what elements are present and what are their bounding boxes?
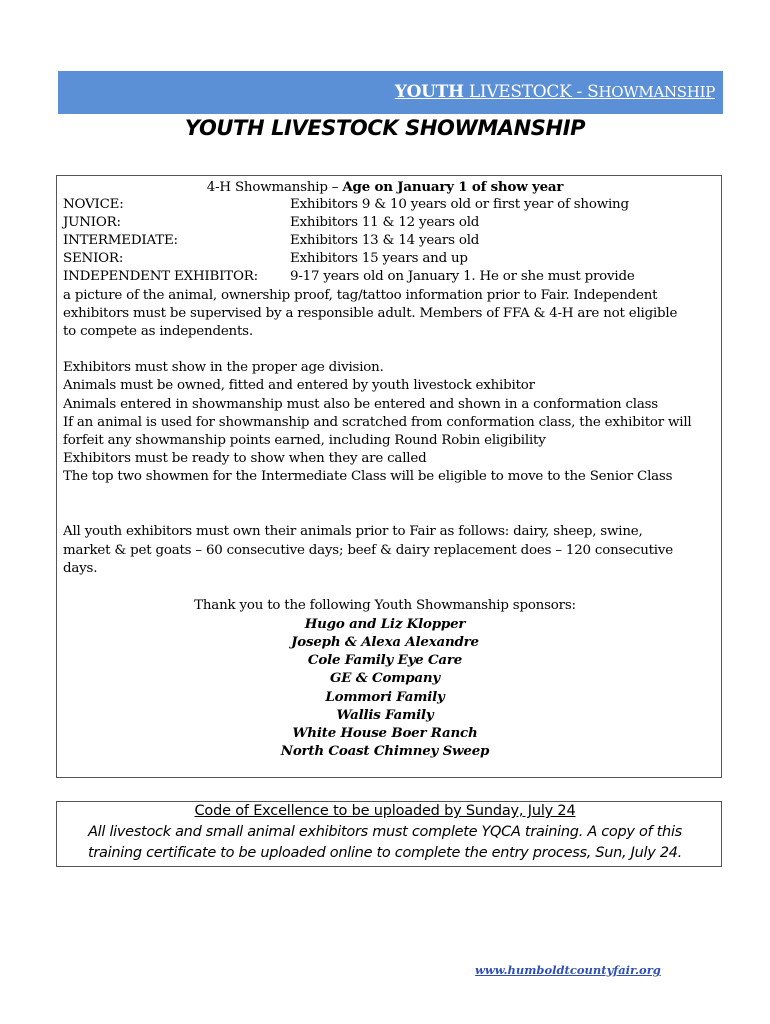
division-label: INDEPENDENT EXHIBITOR:	[63, 269, 258, 284]
rule-line: Animals entered in showmanship must also be entered and shown in a conformation class	[63, 397, 658, 412]
division-label: NOVICE:	[63, 197, 124, 212]
page-title: YOUTH LIVESTOCK SHOWMANSHIP	[184, 116, 586, 140]
rule-line: If an animal is used for showmanship and scratched from conformation class, the exhibitor will	[63, 415, 692, 430]
division-value: Exhibitors 11 & 12 years old	[290, 215, 480, 230]
header-word-livestock: LIVESTOCK - S	[463, 82, 599, 102]
rule-line: The top two showmen for the Intermediate Class will be eligible to move to the Senior Class	[63, 469, 673, 484]
division-value: 9-17 years old on January 1. He or she must provide	[290, 269, 635, 284]
age-rule-prefix: 4-H Showmanship –	[206, 180, 343, 195]
header-word-showmanship: HOWMANSHIP	[598, 83, 715, 101]
division-value: Exhibitors 15 years and up	[290, 251, 468, 266]
division-value: Exhibitors 13 & 14 years old	[290, 233, 480, 248]
section-header-band	[58, 71, 723, 114]
rule-line: Exhibitors must be ready to show when they are called	[63, 451, 427, 466]
code-of-excellence-line: All livestock and small animal exhibitors must complete YQCA training. A copy of this	[88, 824, 682, 840]
code-of-excellence-title: Code of Excellence to be uploaded by Sunday, July 24	[194, 803, 576, 819]
ownership-line: All youth exhibitors must own their animals prior to Fair as follows: dairy, sheep, swine,	[63, 524, 643, 539]
independent-text-line: a picture of the animal, ownership proof, tag/tattoo information prior to Fair. Independent	[63, 288, 658, 303]
rule-line: Animals must be owned, fitted and entered by youth livestock exhibitor	[63, 378, 535, 393]
independent-text-line: exhibitors must be supervised by a responsible adult. Members of FFA & 4-H are not eligible	[63, 306, 678, 321]
rule-line: Exhibitors must show in the proper age division.	[63, 360, 384, 375]
ownership-line: market & pet goats – 60 consecutive days; beef & dairy replacement does – 120 consecutive	[63, 543, 673, 558]
division-label: JUNIOR:	[63, 215, 121, 230]
code-of-excellence-line: training certificate to be uploaded online to complete the entry process, Sun, July 24.	[88, 845, 682, 861]
fair-website-link[interactable]: www.humboldtcountyfair.org	[475, 963, 661, 977]
sponsor-name: Cole Family Eye Care	[307, 652, 463, 668]
division-label: INTERMEDIATE:	[63, 233, 178, 248]
division-value: Exhibitors 9 & 10 years old or first year of showing	[290, 197, 629, 212]
independent-text-line: to compete as independents.	[63, 324, 253, 339]
division-label: SENIOR:	[63, 251, 124, 266]
age-rule-bold: Age on January 1 of show year	[342, 179, 564, 195]
sponsor-name: Joseph & Alexa Alexandre	[291, 634, 479, 650]
sponsor-name: Wallis Family	[336, 707, 434, 723]
ownership-line: days.	[63, 561, 98, 576]
sponsor-name: Lommori Family	[325, 689, 445, 705]
age-rule-line	[0, 178, 770, 197]
sponsor-name: White House Boer Ranch	[292, 725, 478, 741]
sponsor-name: Hugo and Liz Klopper	[304, 616, 466, 632]
sponsor-name: GE & Company	[330, 670, 440, 686]
section-header-text	[395, 82, 715, 102]
rule-line: forfeit any showmanship points earned, including Round Robin eligibility	[63, 433, 546, 448]
sponsor-name: North Coast Chimney Sweep	[280, 743, 490, 759]
header-word-youth: YOUTH	[394, 82, 464, 102]
sponsors-intro: Thank you to the following Youth Showmanship sponsors:	[194, 598, 576, 613]
